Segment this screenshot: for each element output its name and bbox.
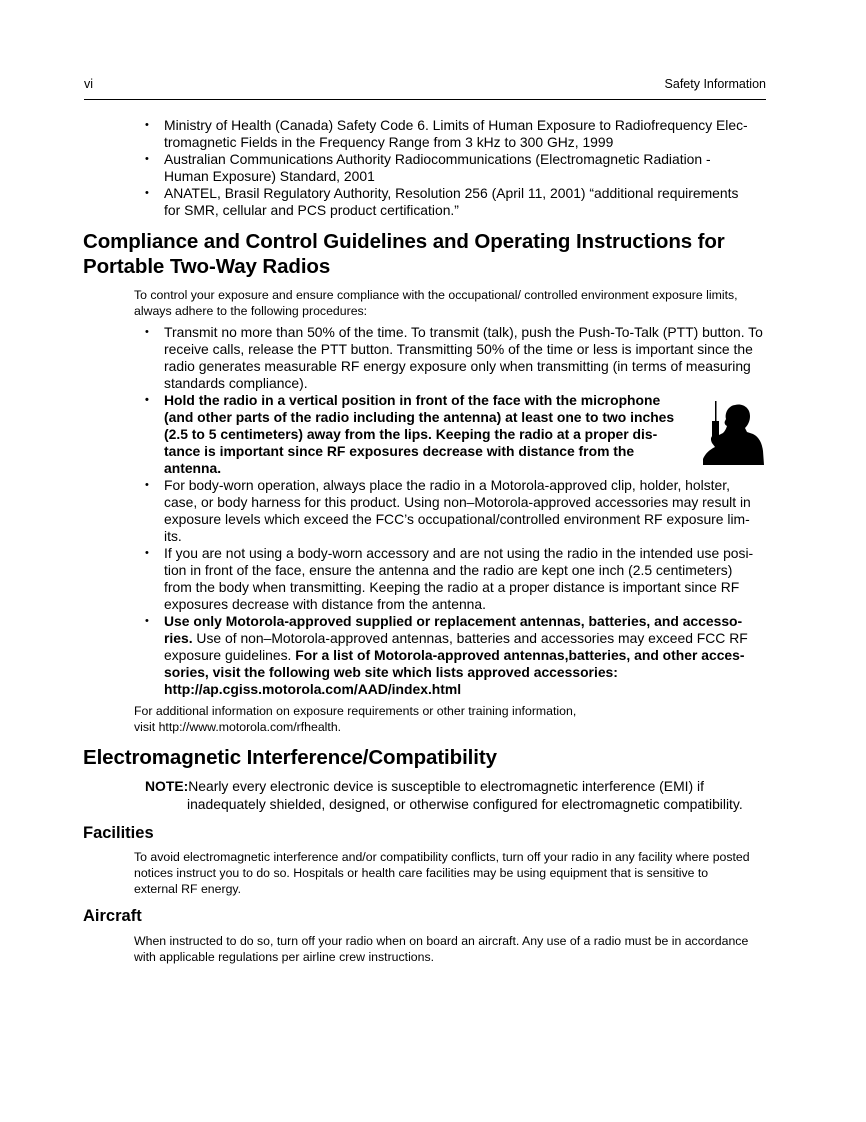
list-item: • Ministry of Health (Canada) Safety Code 6. Limits of Human Exposure to Radiofrequency Elec- tromagnetic Fields in the Frequency Range from 3 kHz to 300 GHz, 1999 (145, 117, 763, 151)
header-rule (84, 99, 766, 100)
emi-heading: Electromagnetic Interference/Compatibility (83, 746, 497, 769)
list-item: • Transmit no more than 50% of the time. To transmit (talk), push the Push-To-Talk (PTT) button. To receive calls, release the PTT button. Transmitting 50% of the time or less is important since the radio generates measurable RF energy exposure only when transmitting (in terms of measuring standards compliance). (145, 324, 765, 392)
list-item: • For body-worn operation, always place the radio in a Motorola-approved clip, holder, holster, case, or body harness for this product. Using non–Motorola-approved accessories may result in exposure levels which exceed the FCC’s occupational/controlled environment RF exposure lim- its. (145, 477, 765, 545)
accessories-url[interactable]: http://ap.cgiss.motorola.com/AAD/index.html (164, 681, 462, 697)
rfhealth-link[interactable]: visit http://www.motorola.com/rfhealth. (134, 720, 342, 734)
facilities-heading: Facilities (83, 824, 154, 842)
facilities-paragraph: To avoid electromagnetic interference and/or compatibility conflicts, turn off your radio in any facility where posted notices instruct you to do so. Hospitals or health care facilities may be using equipment that is sensitive to external RF energy. (134, 850, 750, 896)
emi-note: NOTE:Nearly every electronic device is susceptible to electromagnetic interference (EMI) if inadequately shielded, designed, or otherwise configured for electromagnetic compatibility. (145, 778, 743, 812)
compliance-intro: To control your exposure and ensure compliance with the occupational/ controlled environment exposure limits, always adhere to the following procedures: (134, 288, 738, 318)
page-header (84, 77, 766, 93)
running-section-title: Safety Information (664, 77, 766, 91)
list-item: • If you are not using a body-worn accessory and are not using the radio in the intended use posi- tion in front of the face, ensure the antenna and the radio are kept one inch (2.5 centimeters) from the body when transmitting. Keeping the radio at a proper distance is important since RF exposures decrease with distance from the antenna. (145, 545, 765, 613)
aircraft-paragraph: When instructed to do so, turn off your radio when on board an aircraft. Any use of a radio must be in accordance with applicable regulations per airline crew instructions. (134, 934, 749, 964)
list-item: • Use only Motorola-approved supplied or replacement antennas, batteries, and accesso- ries. Use of non–Motorola-approved antennas, batteries and accessories may exceed FCC RF exposure guidelines. For a list of Motorola-approved antennas,batteries, and other acces- sories, visit the following web site which lists approved accessories: http://ap.cgiss.motorola.com/AAD/index.html (145, 613, 765, 698)
compliance-heading: Compliance and Control Guidelines and Operating Instructions for Portable Two-Way Radios (83, 230, 725, 278)
standards-bullet-list (145, 117, 763, 219)
person-holding-radio-icon (695, 399, 765, 465)
page-number: vi (84, 77, 94, 91)
list-item: • ANATEL, Brasil Regulatory Authority, Resolution 256 (April 11, 2001) “additional requirements for SMR, cellular and PCS product certification.” (145, 185, 763, 219)
list-item: • Australian Communications Authority Radiocommunications (Electromagnetic Radiation - Human Exposure) Standard, 2001 (145, 151, 763, 185)
compliance-bullet-list (145, 324, 765, 698)
list-item: • Hold the radio in a vertical position in front of the face with the microphone (and other parts of the radio including the antenna) at least one to two inches (2.5 to 5 centimeters) away from the lips. Keeping the radio at a proper dis- tance is important since RF exposures decrease with distance from the antenna. (145, 392, 765, 477)
aircraft-heading: Aircraft (83, 907, 142, 925)
additional-info: For additional information on exposure requirements or other training information, visit http://www.motorola.com/rfhealth. (134, 704, 577, 734)
note-label: NOTE: (145, 778, 189, 794)
